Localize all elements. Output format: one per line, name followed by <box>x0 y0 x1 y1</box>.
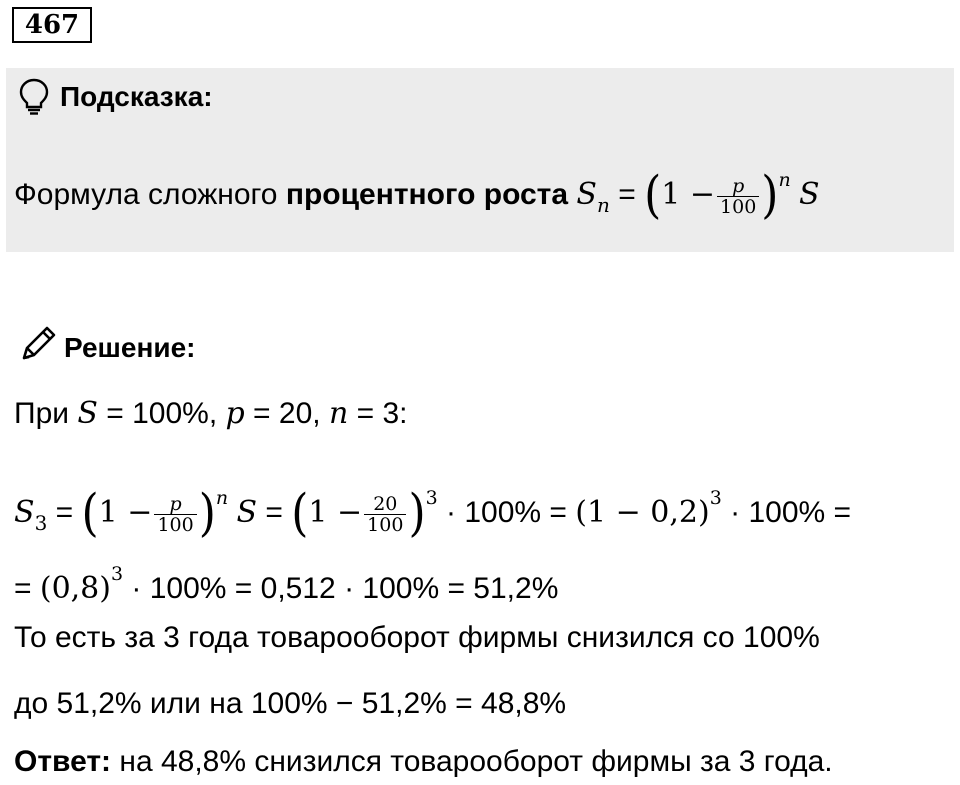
line2-paren2-open: ( <box>291 484 309 543</box>
line2-paren1-open: ( <box>81 484 99 543</box>
hint-formula-lhs: S <box>576 177 597 212</box>
line2-pow2: 3 <box>425 487 438 509</box>
solution-line-2 <box>14 480 851 541</box>
given-n-var: n <box>328 396 349 431</box>
hint-formula-lhs-sub: n <box>596 193 610 217</box>
given-s-var: S <box>77 396 98 431</box>
hint-frac-den: 100 <box>717 196 759 217</box>
solution-line-4: То есть за 3 года товарооборот фирмы снизился со 100% <box>14 621 820 654</box>
line2-lhs: S <box>14 495 35 530</box>
pencil-icon <box>18 324 58 364</box>
answer-label: Ответ: <box>14 745 112 778</box>
hint-paren-open: ( <box>644 166 662 225</box>
line2-pow1: n <box>215 487 229 509</box>
hint-formula-line <box>14 162 820 223</box>
hint-text-prefix: Формула сложного <box>14 178 286 211</box>
line3-rest: · 100% = 0,512 · 100% = 51,2% <box>123 572 559 605</box>
given-p-var: p <box>225 396 245 431</box>
answer-line <box>14 744 833 780</box>
given-s-val: = 100%, <box>97 397 226 430</box>
line3-eq: = <box>14 572 40 605</box>
line2-mul2: · 100% = <box>721 496 852 529</box>
hint-paren-close: ) <box>761 166 779 225</box>
task-number: 467 <box>12 7 92 43</box>
line2-frac1-den: 100 <box>154 514 196 535</box>
line2-fraction-2 <box>364 494 406 535</box>
line2-s-after: S <box>236 495 258 530</box>
hint-frac-num: p <box>732 174 745 197</box>
line2-one-minus-1: 1 − <box>98 495 153 530</box>
line2-paren1-close: ) <box>198 484 216 543</box>
line3-pow: 3 <box>110 563 124 585</box>
lightbulb-icon <box>18 78 50 116</box>
hint-formula-power: n <box>778 169 791 191</box>
given-prefix: При <box>14 397 78 430</box>
hint-formula-one-minus: 1 − <box>661 177 716 212</box>
hint-text-bold: процентного роста <box>285 178 569 211</box>
line2-one-minus-2: 1 − <box>308 495 363 530</box>
line2-frac2-den: 100 <box>364 514 406 535</box>
line2-fraction-1 <box>154 494 196 535</box>
given-n-val: = 3: <box>348 397 408 430</box>
hint-formula-tail: S <box>799 177 820 212</box>
solution-line-5: до 51,2% или на 100% − 51,2% = 48,8% <box>14 687 567 720</box>
answer-text: на 48,8% снизился товарооборот фирмы за 3 года. <box>111 745 833 778</box>
given-p-val: = 20, <box>244 397 329 430</box>
solution-title: Решение: <box>64 332 196 363</box>
line3-paren-expr: (0,8) <box>39 571 111 606</box>
hint-title: Подсказка: <box>60 81 213 112</box>
line2-eq1: = <box>47 496 82 529</box>
line2-paren-expr: (1 − 0,2) <box>575 495 710 530</box>
solution-given <box>14 396 408 432</box>
line2-paren2-close: ) <box>408 484 426 543</box>
line2-lhs-sub: 3 <box>34 511 48 535</box>
line2-pow3: 3 <box>709 487 722 509</box>
solution-line-3 <box>14 556 558 607</box>
line2-frac1-num: p <box>169 492 182 515</box>
line2-frac2-num: 20 <box>373 492 398 515</box>
hint-formula-eq: = <box>618 178 636 211</box>
line2-eq2: = <box>257 496 292 529</box>
hint-formula-fraction <box>717 176 759 217</box>
line2-mul1: · 100% = <box>437 496 576 529</box>
